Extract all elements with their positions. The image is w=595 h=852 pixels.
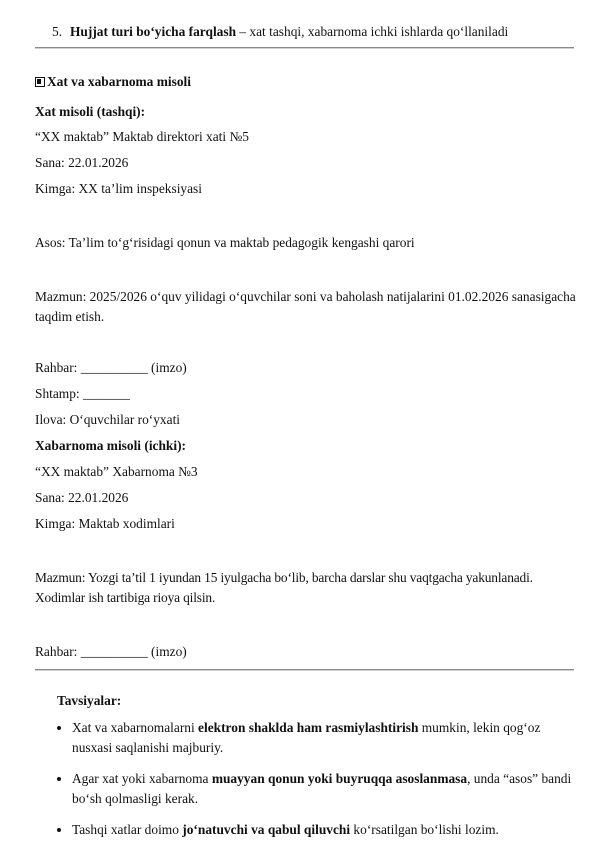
- bullet-icon: [57, 777, 61, 781]
- list-number: 5.: [52, 24, 63, 39]
- letter-stamp: Shtamp: _______: [35, 386, 130, 401]
- bullet-icon: [57, 828, 61, 832]
- recommendations-list: [57, 718, 577, 852]
- list-item-5: [52, 24, 508, 40]
- checkbox-icon: [35, 77, 45, 87]
- letter-signature: Rahbar: __________ (imzo): [35, 360, 187, 375]
- recommendations-title: Tavsiyalar:: [57, 693, 122, 708]
- letter-basis: Asos: Ta’lim to‘g‘risidagi qonun va maktab pedagogik kengashi qarori: [35, 235, 415, 250]
- letter-recipient: Kimga: XX ta’lim inspeksiyasi: [35, 181, 202, 196]
- list-description: – xat tashqi, xabarnoma ichki ishlarda qo‘llaniladi: [236, 24, 509, 39]
- section-heading-text: Xat va xabarnoma misoli: [47, 74, 191, 89]
- notice-header-line: “XX maktab” Xabarnoma №3: [35, 464, 198, 479]
- list-item: Agar xat yoki xabarnoma muayyan qonun yoki buyruqqa asoslanmasa, unda “asos” bandi bo‘sh qolmasligi kerak.: [57, 769, 577, 808]
- letter-header-line: “XX maktab” Maktab direktori xati №5: [35, 129, 249, 144]
- letter-date: Sana: 22.01.2026: [35, 155, 129, 170]
- notice-title: Xabarnoma misoli (ichki):: [35, 438, 187, 453]
- list-term: Hujjat turi bo‘yicha farqlash: [70, 24, 237, 39]
- notice-content: Mazmun: Yozgi ta’til 1 iyundan 15 iyulgacha bo‘lib, barcha darslar shu vaqtgacha yakunlanadi. Xodimlar ish tartibiga rioya qilsin.: [35, 570, 533, 605]
- notice-date: Sana: 22.01.2026: [35, 490, 129, 505]
- letter-title: Xat misoli (tashqi):: [35, 104, 146, 119]
- notice-recipient: Kimga: Maktab xodimlari: [35, 516, 175, 531]
- divider: [35, 47, 574, 49]
- list-item: Tashqi xatlar doimo jo‘natuvchi va qabul qiluvchi ko‘rsatilgan bo‘lishi lozim.: [57, 820, 577, 840]
- section-heading: [35, 74, 191, 90]
- letter-content: Mazmun: 2025/2026 o‘quv yilidagi o‘quvchilar soni va baholash natijalarini 01.02.2026 sanasigacha taqdim etish.: [35, 289, 576, 324]
- divider: [35, 669, 574, 671]
- list-item: Xat va xabarnomalarni elektron shaklda ham rasmiylashtirish mumkin, lekin qog‘oz nusxasi saqlanishi majburiy.: [57, 718, 577, 757]
- notice-signature: Rahbar: __________ (imzo): [35, 644, 187, 659]
- bullet-icon: [57, 726, 61, 730]
- letter-attachment: Ilova: O‘quvchilar ro‘yxati: [35, 412, 181, 427]
